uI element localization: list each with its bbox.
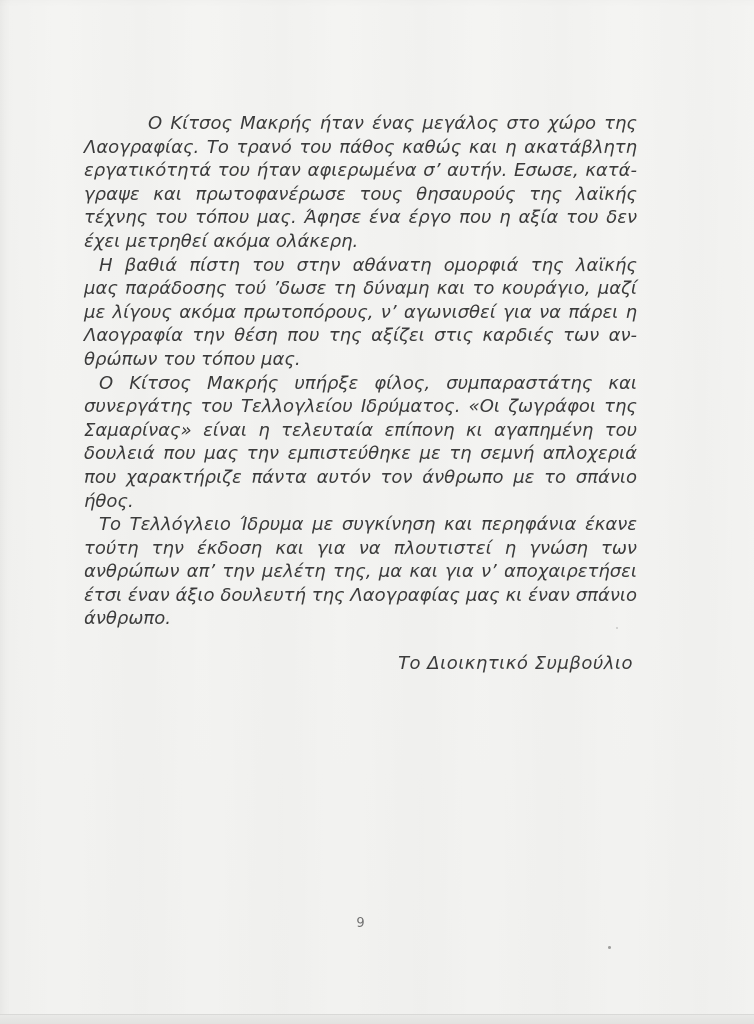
paragraph: [84, 513, 637, 631]
text-line: τούτη την έκδοση και για να πλουτιστεί η γνώση των: [84, 537, 637, 559]
paragraph: [84, 372, 637, 514]
text-line: με λίγους ακόμα πρωτοπόρους, ν’ αγωνισθεί για να πάρει η: [84, 301, 637, 323]
text-line: έτσι έναν άξιο δουλευτή της Λαογραφίας μας κι έναν σπάνιο: [84, 584, 637, 606]
paragraphs-container: [84, 112, 637, 631]
text-line: Ο Κίτσος Μακρής ήταν ένας μεγάλος στο χώρο της: [148, 113, 637, 134]
paragraph: [84, 254, 637, 372]
text-line: άνθρωπο.: [84, 608, 172, 630]
page-number: 9: [356, 916, 365, 931]
text-line: έχει μετρηθεί ακόμα ολάκερη.: [84, 230, 359, 252]
text-line: συνεργάτης του Τελλογλείου Ιδρύματος. «Οι ζωγράφοι της: [84, 396, 637, 418]
signature-line: Το Διοικητικό Συμβούλιο: [398, 653, 633, 675]
text-line: Λαογραφία την θέση που της αξίζει στις καρδιές των αν-: [84, 325, 637, 347]
text-line: μας παράδοσης τού ’δωσε τη δύναμη και το κουράγιο, μαζί: [84, 278, 637, 300]
text-block: [84, 112, 637, 676]
text-line: θρώπων του τόπου μας.: [84, 348, 301, 370]
scan-edge-shadow: [0, 1014, 754, 1024]
text-line: τέχνης του τόπου μας. Άφησε ένα έργο που η αξία του δεν: [84, 207, 637, 229]
text-line: Ο Κίτσος Μακρής υπήρξε φίλος, συμπαραστάτης και: [99, 372, 637, 394]
text-line: γραψε και πρωτοφανέρωσε τους θησαυρούς της λαϊκής: [84, 183, 637, 205]
text-line: που χαρακτήριζε πάντα αυτόν τον άνθρωπο με το σπάνιο: [84, 466, 637, 488]
text-line: Λαογραφίας. Το τρανό του πάθος καθώς και η ακατάβλητη: [84, 136, 637, 158]
text-line: εργατικότητά του ήταν αφιερωμένα σ’ αυτήν. Εσωσε, κατά-: [84, 160, 637, 182]
text-line: Το Τελλόγλειο Ίδρυμα με συγκίνηση και περηφάνια έκανε: [99, 514, 637, 536]
text-line: Σαμαρίνας» είναι η τελευταία επίπονη κι αγαπημένη του: [84, 419, 637, 441]
text-line: δουλειά που μας την εμπιστεύθηκε με τη σεμνή απλοχεριά: [84, 443, 637, 465]
text-line: ήθος.: [84, 490, 134, 512]
scan-speck: [616, 627, 618, 629]
text-line: Η βαθιά πίστη του στην αθάνατη ομορφιά της λαϊκής: [99, 254, 637, 276]
paragraph: [84, 112, 637, 254]
text-line: ανθρώπων απ’ την μελέτη της, μα και για ν’ αποχαιρετήσει: [84, 561, 637, 583]
scan-speck: [608, 946, 611, 949]
